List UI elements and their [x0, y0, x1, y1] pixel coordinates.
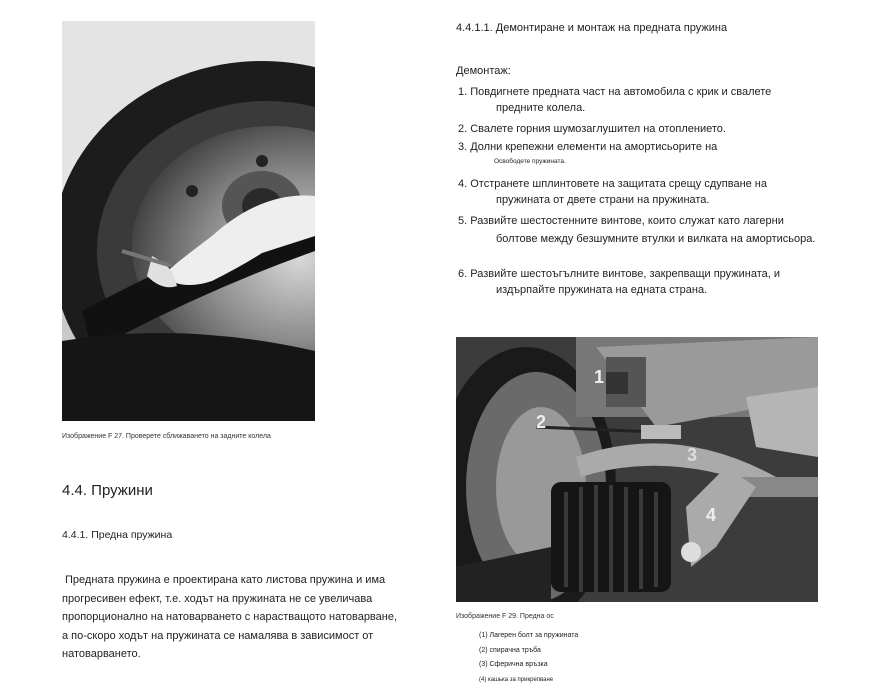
- callout-3: 3: [687, 445, 698, 465]
- paragraph-line: Предната пружина е проектирана като листова пружина и има: [65, 574, 386, 586]
- step-line: 4. Отстранете шплинтовете на защитата срещу сдупване на: [458, 178, 768, 190]
- figure-29-caption: Изображение F 29. Предна ос: [456, 613, 554, 620]
- step-line: болтове между безшумните втулки и вилката на амортисьора.: [496, 233, 816, 245]
- callout-1: 1: [594, 367, 605, 387]
- step-line: 2. Свалете горния шумозаглушител на отоплението.: [458, 123, 726, 135]
- step-1: [458, 84, 771, 116]
- callout-4: 4: [706, 505, 717, 525]
- paragraph-line: а по-скоро ходът на пружината се намалява в зависимост от: [62, 629, 374, 642]
- section-title: 4.4. Пружини: [62, 482, 153, 499]
- legend-item: (1) Лагерен болт за пружината: [479, 632, 579, 639]
- step-line: издърпайте пружината на едната страна.: [496, 284, 708, 296]
- front-spring-paragraph: [62, 571, 442, 664]
- subsection-title: 4.4.1. Предна пружина: [62, 529, 173, 541]
- removal-section-title: 4.4.1.1. Демонтиране и монтаж на предната пружина: [456, 22, 728, 34]
- step-line: предните колела.: [496, 102, 586, 114]
- wheel-photo-illustration: [62, 21, 315, 421]
- figure-27-caption: Изображение F 27. Проверете сближаването на задните колела: [62, 433, 271, 440]
- paragraph-line: прогресивен ефект, т.е. ходът на пружината не се увеличава: [62, 592, 373, 605]
- front-axle-photo: [456, 337, 818, 602]
- step-4: [458, 176, 767, 208]
- step-5: [458, 213, 815, 247]
- paragraph-line: пропорционално на натоварването с нарастващото натоварване,: [62, 611, 398, 623]
- callout-2: 2: [536, 412, 547, 432]
- removal-label: Демонтаж:: [456, 65, 511, 77]
- step-2: [458, 121, 726, 137]
- step-3: [458, 139, 717, 155]
- legend-item: (2) спирачна тръба: [479, 646, 541, 654]
- step-line: 6. Развийте шестоъгълните винтове, закрепващи пружината, и: [458, 268, 781, 280]
- step-line: 3. Долни крепежни елементи на амортисьорите на: [458, 141, 718, 153]
- step-line: пружината от двете страни на пружината.: [496, 194, 710, 206]
- legend-item: (3) Сферична връзка: [479, 661, 548, 668]
- wheel-alignment-photo: [62, 21, 315, 421]
- step-line: 1. Повдигнете предната част на автомобила с крик и свалете: [458, 86, 772, 98]
- step-6: [458, 266, 780, 298]
- front-axle-illustration: [456, 337, 818, 602]
- paragraph-line: натоварването.: [62, 648, 141, 660]
- figure-29-legend: [479, 629, 578, 687]
- step-line: 5. Развийте шестостенните винтове, които служат като лагерни: [458, 215, 784, 227]
- legend-item: (4) кашька за прикрепване: [479, 676, 554, 683]
- step-3-continuation: Освободете пружината.: [494, 158, 566, 165]
